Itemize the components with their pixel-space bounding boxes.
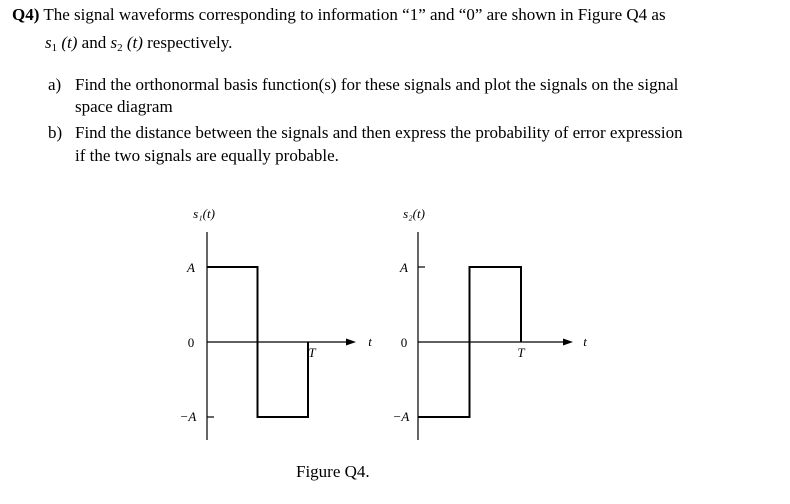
item-b-marker: b) [48, 123, 63, 142]
item-a-marker: a) [48, 75, 62, 94]
plot-s2-title: s₂(t) [403, 206, 425, 221]
item-a-line-1: Find the orthonormal basis function(s) for these signals and plot the signals on the signal [75, 75, 679, 94]
question-text: The signal waveforms corresponding to information “1” and “0” are shown in Figure Q4 as [43, 5, 666, 24]
plot-s2-ytick-bottom: −A [392, 409, 410, 424]
plot-s1 [180, 206, 373, 440]
item-a-line-2: space diagram [75, 97, 173, 116]
plot-s2-ytick-zero: 0 [400, 335, 408, 350]
item-b-line-2: if the two signals are equally probable. [75, 146, 339, 165]
plot-s2-xtick: T [517, 345, 525, 360]
plot-s2-ytick-top: A [400, 260, 408, 275]
plot-s1-xtick: T [308, 345, 316, 360]
question-number: Q4) [12, 5, 40, 24]
plot-s1-x-arrow [346, 339, 356, 346]
plot-s1-ytick-top: A [187, 260, 195, 275]
item-b-line-1: Find the distance between the signals and then express the probability of error expression [75, 123, 683, 142]
plot-s2-x-arrow [563, 339, 573, 346]
plot-s1-title: s₁(t) [193, 206, 215, 221]
respectively-text: respectively. [147, 33, 233, 52]
plot-s2-xaxis-label: t [583, 334, 587, 349]
plot-s1-ytick-zero: 0 [187, 335, 195, 350]
figure-caption: Figure Q4. [296, 462, 370, 481]
s2-arg: (t) [126, 33, 143, 52]
s2-symbol: $s_2$ [110, 33, 123, 54]
and-word: and [81, 33, 107, 52]
plot-s2 [393, 206, 588, 440]
plot-s1-xaxis-label: t [368, 334, 372, 349]
plot-s1-ytick-bottom: −A [179, 409, 197, 424]
s1-symbol: $s_1$ [45, 33, 58, 54]
s1-arg: (t) [61, 33, 78, 52]
